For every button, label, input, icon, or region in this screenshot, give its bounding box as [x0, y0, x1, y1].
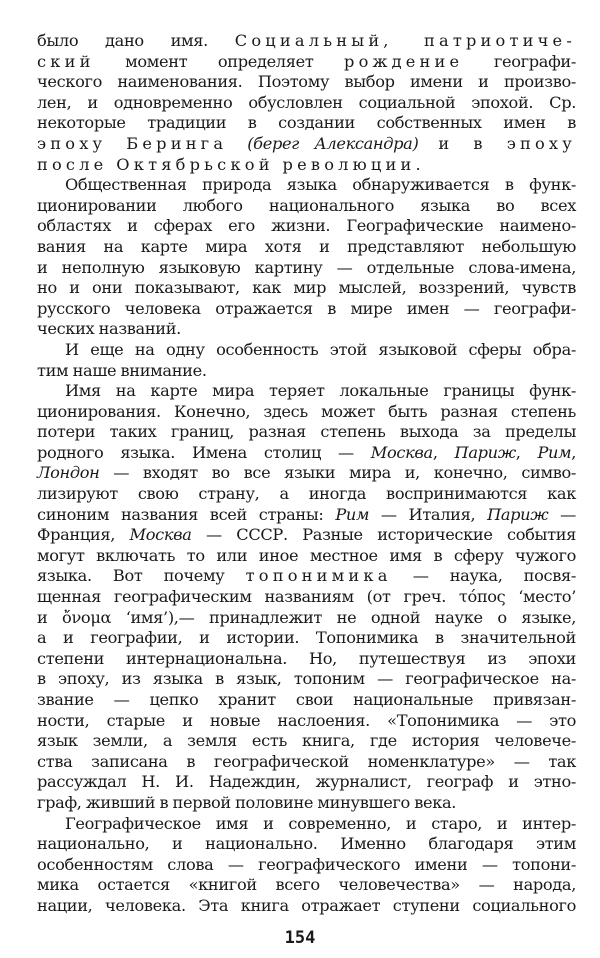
text-line: [37, 113, 576, 134]
spaced-text: топонимика: [245, 566, 392, 586]
italic-text: Париж: [487, 504, 549, 524]
text-segment: мика остается «книгой всего человечества» — народа,: [37, 875, 576, 895]
text-segment: родного языка. Имена столиц —: [37, 442, 371, 462]
spaced-text: эпоху Беринга: [37, 133, 248, 153]
text-segment: ческого наименования. Поэтому выбор имени и произво-: [37, 72, 576, 92]
text-line: [37, 855, 576, 876]
text-line: [37, 525, 576, 546]
text-segment: особенностям слова — географического имени — топони-: [37, 854, 576, 874]
text-segment: щенная географическим названиям (от греч. τόπος ‘место’: [37, 587, 576, 607]
text-line: [37, 505, 576, 526]
text-segment: языка. Вот почему: [37, 566, 246, 586]
text-segment: ционировании любого национального языка во всех: [37, 195, 576, 215]
spaced-text: рождение: [344, 51, 464, 71]
text-segment: и неполную языковую картину — отдельные слова-имена,: [37, 257, 576, 277]
text-line: [37, 340, 576, 361]
text-segment: ционирования. Конечно, здесь может быть разная степень: [37, 401, 576, 421]
paragraph: [37, 340, 576, 381]
paragraph: [37, 31, 576, 175]
text-segment: граф, живший в первой половине минувшего века.: [37, 792, 457, 812]
italic-text: Париж: [454, 442, 516, 462]
text-segment: — Италия,: [369, 504, 488, 524]
text-segment: было дано имя.: [37, 31, 235, 50]
text-segment: звание — цепко хранит свои национальные привязан-: [37, 690, 576, 709]
book-page-text: [37, 31, 576, 917]
text-segment: некоторые традиции в создании собственных имен в: [37, 113, 576, 133]
text-line: [37, 299, 576, 320]
text-segment: язык земли, а земля есть книга, где история человече-: [37, 731, 576, 751]
text-segment: но и они показывают, как мир мыслей, воззрений, чувств: [37, 278, 576, 298]
text-line: [37, 278, 576, 299]
text-line: [37, 237, 576, 258]
text-line: [37, 422, 576, 443]
text-segment: потери таких границ, разная степень выхода за пределы: [37, 422, 576, 442]
spaced-text: и в эпоху: [418, 133, 576, 153]
text-segment: ности, старые и новые наслоения. «Топонимика — это: [37, 710, 576, 730]
text-line: [37, 566, 576, 587]
text-line: [37, 196, 576, 217]
spaced-text: Социальный, патриотиче-: [234, 31, 576, 50]
text-line: [37, 628, 576, 649]
text-line: [37, 258, 576, 279]
text-line: [37, 772, 576, 793]
text-segment: степени интернациональна. Но, путешествуя из эпохи: [37, 648, 576, 668]
text-segment: и ὄνομα ‘имя’),— принадлежит не одной науке о языке,: [37, 607, 576, 627]
page-number: 154: [284, 928, 316, 948]
italic-text: Рим: [537, 442, 572, 462]
text-line: [37, 484, 576, 505]
text-line: [37, 52, 576, 73]
text-segment: лизируют свою страну, а иногда воспринимаются как: [37, 484, 576, 504]
text-line: [37, 731, 576, 752]
text-segment: ства записана в географической номенклатуре» — так: [37, 751, 576, 771]
text-line: [37, 896, 576, 917]
paragraph: [37, 175, 576, 340]
text-segment: русского человека отражается в мире имен — географи-: [37, 298, 576, 318]
text-line: [37, 649, 576, 670]
text-line: [37, 93, 576, 114]
text-segment: могут включать то или иное местное имя в сферу чужого: [37, 545, 576, 565]
italic-text: (берег Александра): [247, 133, 419, 153]
text-line: [37, 134, 576, 155]
text-line: [37, 875, 576, 896]
spaced-text: ский: [37, 51, 95, 71]
text-segment: в эпоху, из языка в язык, топоним — географическое на-: [37, 669, 576, 689]
text-line: [37, 361, 576, 382]
text-segment: рассуждал Н. И. Надеждин, журналист, географ и этно-: [37, 772, 576, 792]
text-segment: областях и сферах его жизни. Географические наимено-: [37, 216, 576, 236]
text-line: [37, 381, 576, 402]
text-line: [37, 669, 576, 690]
text-segment: национально, и национально. Именно благодаря этим: [37, 834, 576, 854]
text-line: [37, 711, 576, 732]
text-line: [37, 155, 576, 176]
text-segment: И еще на одну особенность этой языковой сферы обра-: [65, 339, 576, 359]
text-segment: —: [548, 504, 576, 524]
text-segment: — наука, посвя-: [391, 566, 576, 586]
text-segment: вания на карте мира хотя и представляют небольшую: [37, 236, 576, 256]
text-segment: ческих названий.: [37, 319, 181, 339]
text-segment: нации, человека. Эта книга отражает ступени социального: [37, 895, 576, 915]
text-segment: ,: [515, 442, 538, 462]
text-segment: синоним названия всей страны:: [37, 504, 336, 524]
text-segment: а и географии, и истории. Топонимика в значительной: [37, 628, 576, 648]
text-line: [37, 72, 576, 93]
italic-text: Рим: [335, 504, 370, 524]
italic-text: Москва: [129, 525, 192, 545]
spaced-text: после Октябрьской революции.: [37, 154, 425, 174]
text-line: [37, 443, 576, 464]
text-segment: — входят во все языки мира и, конечно, симво-: [99, 463, 576, 483]
text-line: [37, 546, 576, 567]
text-line: [37, 402, 576, 423]
paragraph: [37, 381, 576, 813]
text-segment: ,: [571, 442, 576, 462]
text-segment: Географическое имя и современно, и старо, и интер-: [65, 813, 576, 833]
text-line: [37, 608, 576, 629]
text-line: [37, 319, 576, 340]
text-line: [37, 752, 576, 773]
text-line: [37, 587, 576, 608]
text-line: [37, 463, 576, 484]
italic-text: Лондон: [37, 463, 100, 483]
text-segment: момент определяет: [94, 51, 345, 71]
text-segment: ,: [432, 442, 455, 462]
text-line: [37, 690, 576, 711]
text-line: [37, 31, 576, 52]
text-line: [37, 175, 576, 196]
text-line: [37, 834, 576, 855]
paragraph: [37, 814, 576, 917]
text-segment: географи-: [463, 51, 576, 71]
text-segment: Имя на карте мира теряет локальные границы функ-: [65, 381, 576, 401]
text-segment: Общественная природа языка обнаруживается в функ-: [65, 175, 576, 195]
text-line: [37, 793, 576, 814]
text-line: [37, 814, 576, 835]
text-segment: тим наше внимание.: [37, 360, 207, 380]
text-line: [37, 216, 576, 237]
text-segment: — СССР. Разные исторические события: [191, 525, 576, 545]
text-segment: Франция,: [37, 525, 130, 545]
text-segment: лен, и одновременно обусловлен социальной эпохой. Ср.: [37, 92, 576, 112]
italic-text: Москва: [370, 442, 433, 462]
